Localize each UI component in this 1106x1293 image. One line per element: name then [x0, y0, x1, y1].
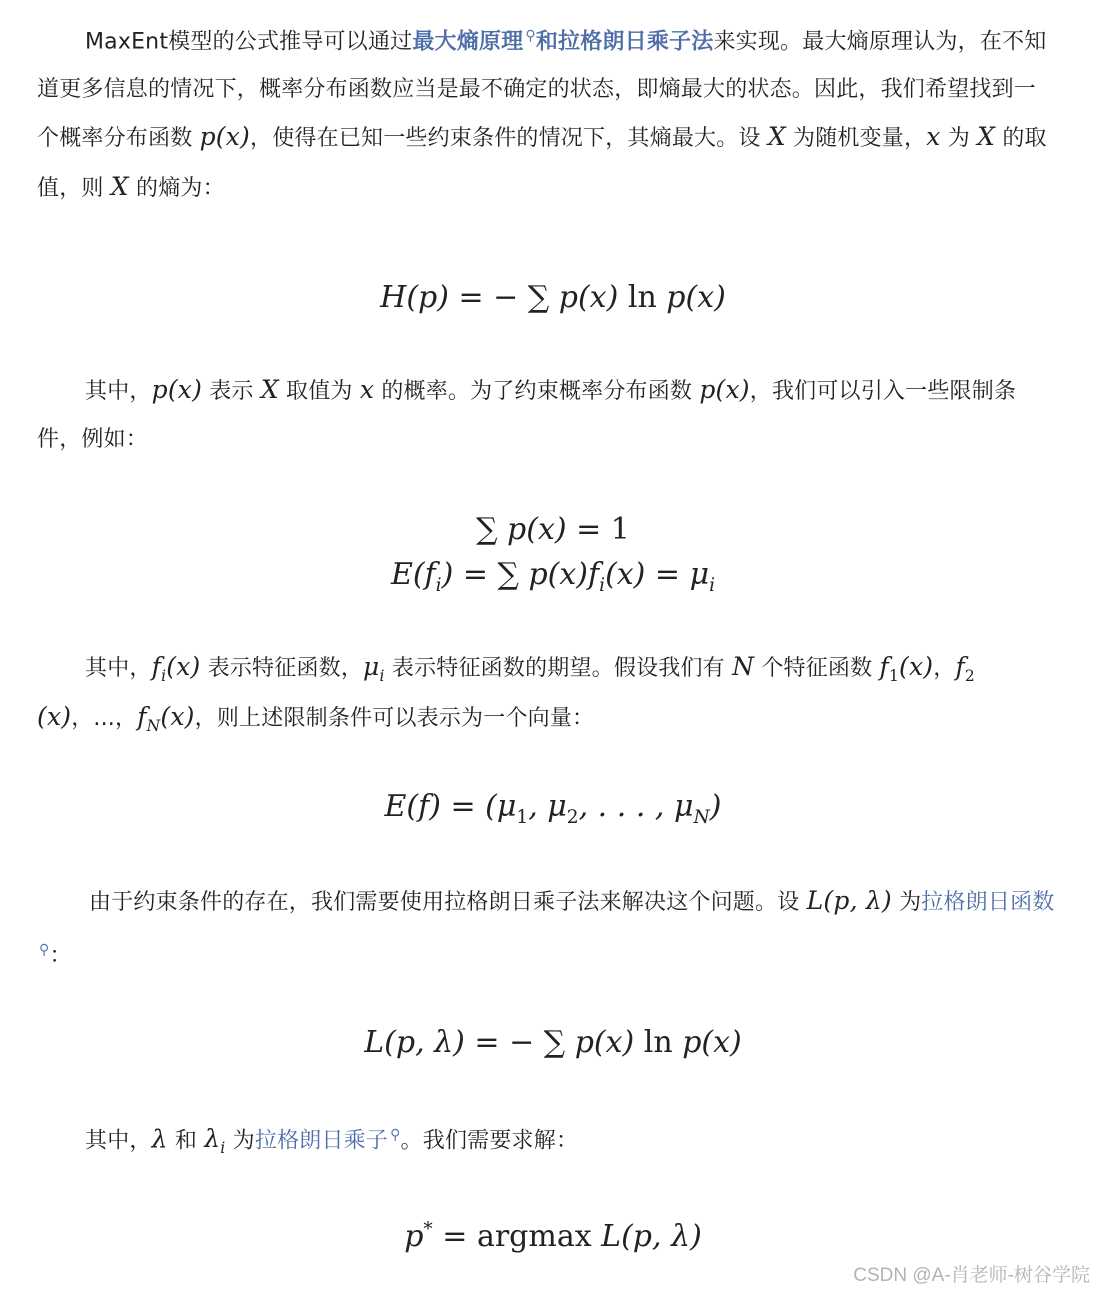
- text: ，...，: [71, 705, 138, 731]
- eq-part: , . . . , μ: [578, 789, 694, 824]
- eq-part: p(x): [656, 280, 726, 315]
- math-inline: x: [359, 375, 375, 404]
- text: 来实现。最大熵原理认为，在不知道更多信息的情况下，概率分布函数应当是最不确定的状态，即熵最大的状态。因此，我们希望找到一个概率分布函数: [37, 29, 1047, 152]
- math-symbol: μ: [363, 652, 380, 681]
- paragraph-2: [37, 366, 1057, 463]
- math-inline: X: [110, 171, 129, 201]
- eq-subscript: i: [709, 575, 716, 596]
- keyword-link-max-entropy[interactable]: 最大熵原理: [412, 29, 524, 55]
- text: ，则上述限制条件可以表示为一个向量：: [194, 705, 595, 731]
- text: 表示特征函数，: [200, 656, 364, 681]
- math-symbol: f: [955, 652, 965, 681]
- eq-part: H(p) = − ∑ p(x): [380, 280, 628, 315]
- text: ，使得在已知一些约束条件的情况下，其熵最大。设: [250, 126, 768, 152]
- equation-feature-expectation: [0, 553, 1106, 597]
- text: 由于约束条件的存在，我们需要使用拉格朗日乘子法来解决这个问题。设: [89, 890, 807, 915]
- text: 表示: [202, 379, 261, 404]
- equation-feature-vector: [0, 785, 1106, 829]
- paragraph-5: [37, 1112, 1057, 1165]
- math-inline: X: [260, 375, 279, 404]
- math-inline: X: [767, 122, 786, 152]
- text: ：: [49, 942, 72, 968]
- text: 的概率。为了约束概率分布函数: [374, 379, 700, 404]
- math-subscript: i: [379, 667, 385, 685]
- text: 为: [225, 1128, 255, 1154]
- eq-part: p(x): [672, 1025, 742, 1060]
- math-subscript: 2: [964, 667, 975, 685]
- search-icon[interactable]: ⚲: [390, 1127, 401, 1143]
- math-inline: [137, 701, 195, 735]
- eq-part: ) = ∑ p(x)f: [441, 557, 600, 592]
- math-symbol: f: [137, 701, 147, 731]
- paragraph-3: [37, 643, 1057, 742]
- text: 的取值，则: [37, 126, 1047, 201]
- text: 为: [940, 126, 978, 152]
- math-symbol: f: [151, 652, 162, 681]
- eq-part: E(f: [390, 557, 436, 592]
- eq-subscript: 1: [516, 807, 529, 828]
- math-inline: [879, 652, 934, 685]
- eq-part: L(p, λ): [591, 1219, 702, 1254]
- eq-subscript: 2: [566, 807, 579, 828]
- math-inline: x: [926, 122, 941, 152]
- text: 个特征函数: [754, 656, 880, 681]
- eq-part: (x) = μ: [605, 557, 710, 592]
- paragraph-4: [37, 877, 1057, 979]
- eq-operator: argmax: [476, 1219, 592, 1254]
- eq-operator: ln: [643, 1025, 673, 1060]
- equation-normalization: [0, 508, 1106, 552]
- math-inline: p(x): [699, 375, 750, 404]
- math-inline: [204, 1124, 226, 1158]
- eq-part: =: [432, 1219, 477, 1254]
- eq-superscript: *: [423, 1219, 433, 1240]
- math-inline: L(p, λ): [806, 886, 892, 915]
- eq-number: 1: [610, 512, 630, 547]
- math-inline: [151, 652, 201, 685]
- text: 。我们需要求解：: [400, 1128, 579, 1154]
- math-symbol: (x): [37, 701, 72, 731]
- math-inline: p(x): [151, 375, 203, 404]
- equation-entropy: [0, 276, 1106, 320]
- math-symbol: (x): [166, 652, 201, 681]
- math-inline: p(x): [199, 122, 251, 152]
- keyword-link-lagrange[interactable]: 和拉格朗日乘子法: [535, 29, 714, 55]
- text: 其中，: [85, 656, 152, 681]
- eq-part: E(f) = (μ: [384, 789, 517, 824]
- math-inline: λ: [151, 1124, 168, 1154]
- eq-part: ): [709, 789, 722, 824]
- link-lagrange-multiplier[interactable]: 拉格朗日乘子: [254, 1128, 389, 1154]
- equation-lagrangian: [0, 1021, 1106, 1065]
- text: 为随机变量，: [785, 126, 927, 152]
- math-inline: X: [977, 122, 996, 152]
- math-subscript: i: [220, 1139, 226, 1158]
- paragraph-1: [37, 13, 1057, 212]
- math-symbol: (x): [160, 701, 195, 731]
- text: 和: [167, 1128, 205, 1154]
- text: MaxEnt模型的公式推导可以通过: [85, 29, 413, 55]
- text: 为: [891, 890, 922, 915]
- math-symbol: λ: [204, 1124, 221, 1154]
- eq-operator: ln: [627, 280, 657, 315]
- link-lagrange-function[interactable]: 拉格朗日函数: [921, 890, 1055, 915]
- text: ，我们可以引入一些限制条件，例如：: [37, 379, 1017, 452]
- math-subscript: i: [161, 667, 167, 685]
- search-icon[interactable]: ⚲: [525, 28, 536, 44]
- math-symbol: f: [879, 652, 889, 681]
- text: 的熵为：: [128, 175, 225, 201]
- eq-part: , μ: [528, 789, 567, 824]
- text: ，: [933, 656, 956, 681]
- text: 表示特征函数的期望。假设我们有: [384, 656, 733, 681]
- math-inline: [363, 652, 385, 685]
- math-subscript: N: [146, 716, 161, 735]
- equation-argmax: [0, 1208, 1106, 1259]
- math-subscript: 1: [888, 667, 900, 685]
- text: 其中，: [85, 379, 152, 404]
- text: 取值为: [278, 379, 360, 404]
- text: 其中，: [85, 1128, 152, 1154]
- eq-part: ∑ p(x) =: [476, 512, 611, 547]
- eq-part: L(p, λ) = − ∑ p(x): [364, 1025, 644, 1060]
- eq-part: p: [404, 1219, 424, 1254]
- math-inline: N: [732, 652, 755, 681]
- eq-subscript: i: [599, 575, 606, 596]
- math-symbol: (x): [899, 652, 934, 681]
- eq-subscript: N: [693, 807, 710, 828]
- watermark: CSDN @A-肖老师-树谷学院: [853, 1265, 1090, 1286]
- search-icon[interactable]: ⚲: [39, 941, 50, 958]
- eq-subscript: i: [435, 575, 442, 596]
